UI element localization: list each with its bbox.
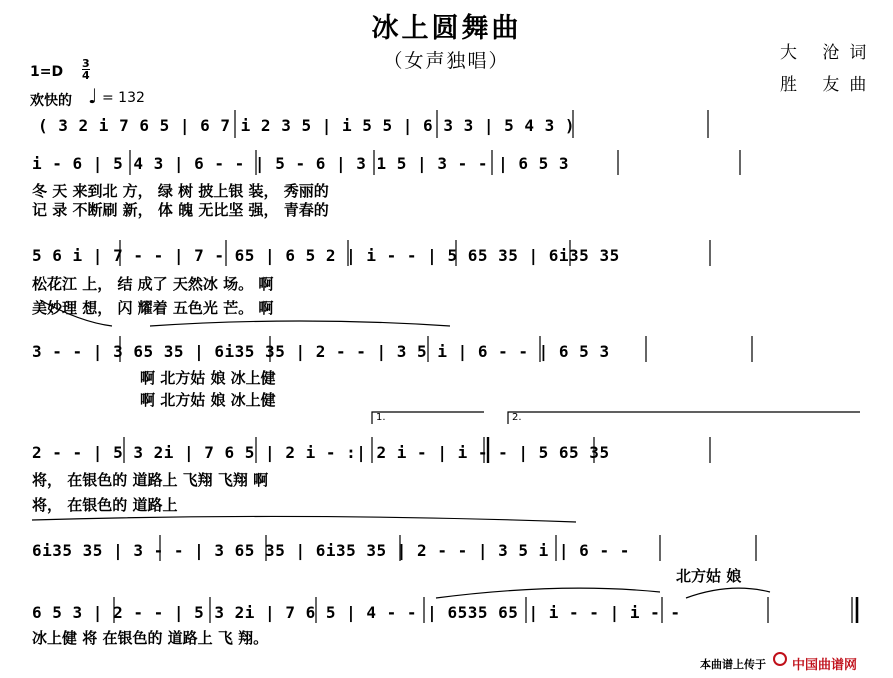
notation-row-5: 2 - - | 5 3 2i | 7 6 5 | 2 i - :| 2 i - | i - - | 5 65 35 [32,443,610,462]
notation-row-7: 6 5 3 | 2 - - | 5 3 2i | 7 6 5 | 4 - - | 6535 65 | i - - | i - - [32,603,681,622]
key-signature: 1=D [30,64,64,80]
lyric-row-6: 北方姑 娘 [676,567,742,585]
lyric-row-3-verse-1: 松花江 上， 结 成了 天然冰 场。 啊 [32,275,274,293]
lyric-row-4-verse-2: 啊 北方姑 娘 冰上健 [140,391,276,409]
tempo-marking: 欢快的 [30,93,72,109]
lyric-row-7: 冰上健 将 在银色的 道路上 飞 翔。 [32,629,269,647]
tempo-value: = 132 [102,90,145,106]
notation-row-3: 5 6 i | 7 - - | 7 - 65 | 6 5 2 | i - - | 5 65 35 | 6i35 35 [32,246,620,265]
lyric-row-5-verse-2: 将， 在银色的 道路上 [32,496,178,514]
first-ending-label: 1. [376,412,386,423]
time-signature: 3 4 [82,57,90,82]
lyric-row-5-verse-1: 将， 在银色的 道路上 飞翔 飞翔 啊 [32,471,269,489]
lyricist-credit: 大 沧词 [780,43,877,63]
song-title: 冰上圆舞曲 [371,13,522,44]
composer-credit: 胜 友曲 [780,75,877,95]
second-ending-label: 2. [512,412,522,423]
song-subtitle: （女声独唱） [383,50,510,72]
lyric-row-2-verse-1: 冬 天 来到北 方， 绿 树 披上银 装， 秀丽的 [32,182,329,200]
notation-row-2: i - 6 | 5 4 3 | 6 - - | 5 - 6 | 3 1 5 | 3 - - | 6 5 3 [32,154,570,173]
lyric-row-4-verse-1: 啊 北方姑 娘 冰上健 [140,369,276,387]
notation-row-4: 3 - - | 3 65 35 | 6i35 35 | 2 - - | 3 5 i | 6 - - | 6 5 3 [32,342,610,361]
lyric-row-2-verse-2: 记 录 不断刷 新， 体 魄 无比坚 强， 青春的 [32,201,329,219]
notation-row-6: 6i35 35 | 3 - - | 3 65 35 | 6i35 35 | 2 - - | 3 5 i | 6 - - [32,541,630,560]
quarter-note-icon: ♩ [88,84,98,108]
lyric-row-3-verse-2: 美妙理 想， 闪 耀着 五色光 芒。 啊 [32,299,274,317]
notation-row-1: ( 3 2 i 7 6 5 | 6 7 i 2 3 5 | i 5 5 | 6 3 3 | 5 4 3 ) [38,116,576,135]
site-name[interactable]: 中国曲谱网 [792,658,858,673]
upload-notice: 本曲谱上传于 [700,658,766,671]
